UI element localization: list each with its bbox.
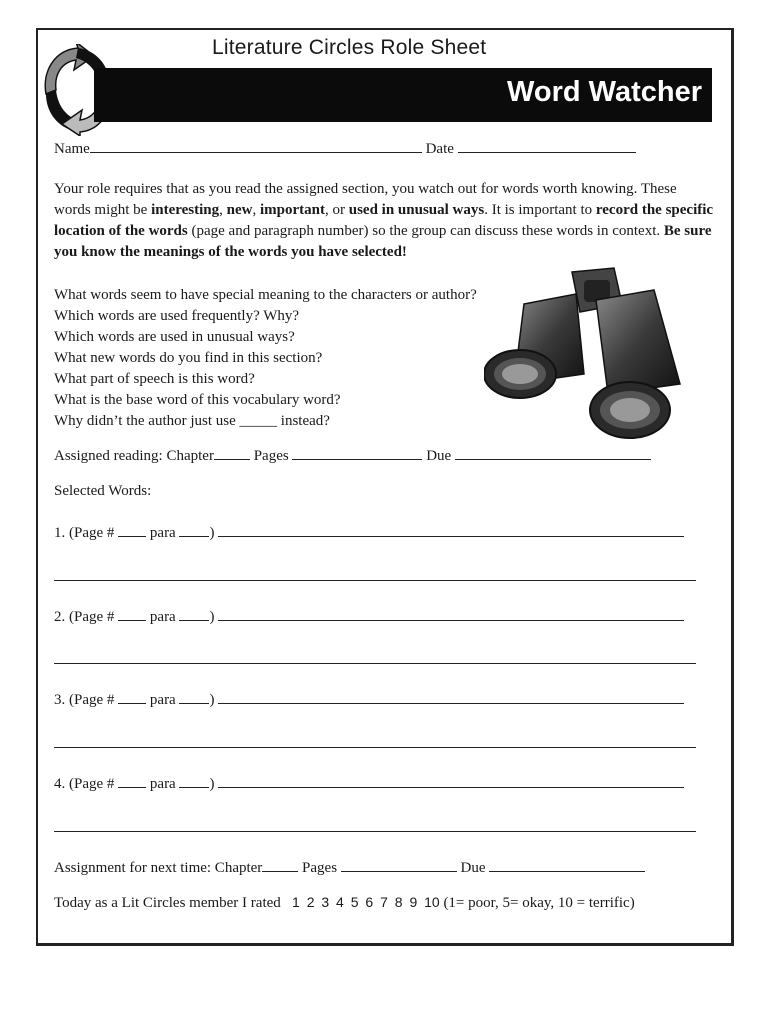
- question: What new words do you find in this section?: [54, 350, 323, 366]
- word-entry-1: 1. (Page # para ): [54, 523, 684, 543]
- word-entry-2: 2. (Page # para ): [54, 607, 684, 627]
- word-line[interactable]: [54, 580, 696, 581]
- guiding-questions: [54, 285, 477, 432]
- role-name: Word Watcher: [507, 76, 702, 108]
- sheet-title: Literature Circles Role Sheet: [212, 36, 487, 59]
- question: Which words are used in unusual ways?: [54, 329, 295, 345]
- next-due-field[interactable]: [489, 858, 645, 872]
- self-rating-row: Today as a Lit Circles member I rated 1 2 3 4 5 6 7 8 9 10 (1= poor, 5= okay, 10 = terrific): [54, 894, 635, 911]
- binoculars-icon: [484, 264, 704, 444]
- question: What part of speech is this word?: [54, 371, 255, 387]
- rating-scale[interactable]: 1 2 3 4 5 6 7 8 9 10: [292, 894, 440, 910]
- name-field[interactable]: [90, 139, 422, 153]
- page-field[interactable]: [118, 523, 146, 537]
- next-pages-field[interactable]: [341, 858, 457, 872]
- selected-words-label: Selected Words:: [54, 483, 152, 499]
- date-field[interactable]: [458, 139, 636, 153]
- pages-field[interactable]: [292, 446, 422, 460]
- name-label: Name: [54, 141, 90, 157]
- word-field[interactable]: [218, 690, 684, 704]
- word-line[interactable]: [54, 663, 696, 664]
- word-field[interactable]: [218, 607, 684, 621]
- page-field[interactable]: [118, 690, 146, 704]
- para-field[interactable]: [179, 690, 209, 704]
- para-field[interactable]: [179, 774, 209, 788]
- name-date-row: [54, 139, 636, 159]
- word-line[interactable]: [54, 747, 696, 748]
- para-field[interactable]: [179, 523, 209, 537]
- para-field[interactable]: [179, 607, 209, 621]
- word-line[interactable]: [54, 831, 696, 832]
- role-banner: [94, 68, 712, 122]
- question: Which words are used frequently? Why?: [54, 308, 300, 324]
- chapter-field[interactable]: [214, 446, 250, 460]
- word-entry-3: 3. (Page # para ): [54, 690, 684, 710]
- question: What words seem to have special meaning to the characters or author?: [54, 287, 477, 303]
- next-assignment-row: Assignment for next time: Chapter Pages Due: [54, 858, 645, 878]
- assigned-reading-row: Assigned reading: Chapter Pages Due: [54, 446, 651, 466]
- word-field[interactable]: [218, 523, 684, 537]
- word-field[interactable]: [218, 774, 684, 788]
- due-field[interactable]: [455, 446, 651, 460]
- page-field[interactable]: [118, 607, 146, 621]
- instructions-paragraph: Your role requires that as you read the assigned section, you watch out for words worth knowing. These words might be interesting, new, important, or used in unusual ways. It is important to record the specific location of the words (page and paragraph number) so the group can discuss these words in context. Be sure you know the meanings of the words you have selected!: [54, 181, 714, 260]
- date-label: Date: [425, 141, 454, 157]
- question: What is the base word of this vocabulary word?: [54, 392, 341, 408]
- page-field[interactable]: [118, 774, 146, 788]
- word-entry-4: 4. (Page # para ): [54, 774, 684, 794]
- question: Why didn’t the author just use _____ instead?: [54, 413, 330, 429]
- next-chapter-field[interactable]: [262, 858, 298, 872]
